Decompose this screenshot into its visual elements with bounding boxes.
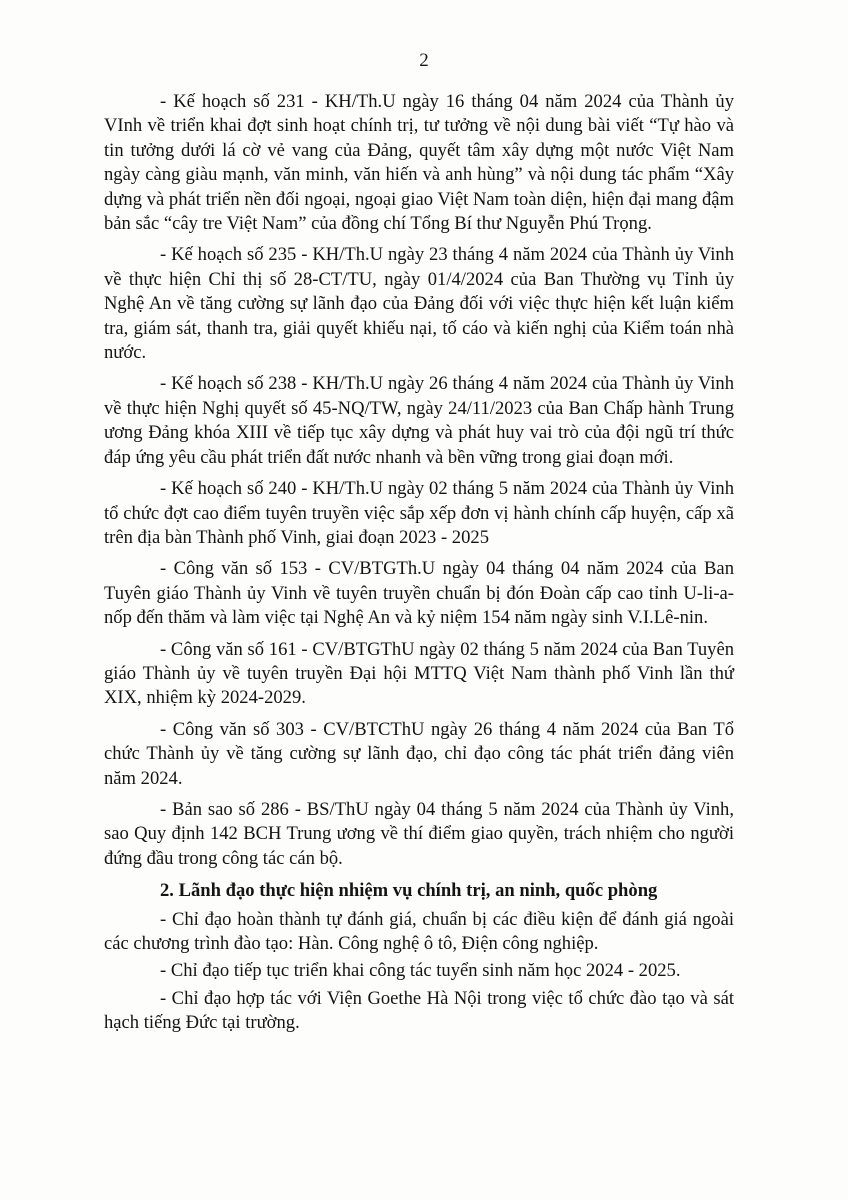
section-item-enrollment: - Chỉ đạo tiếp tục triển khai công tác tuyển sinh năm học 2024 - 2025. [160, 960, 681, 982]
paragraph-plan-235: - Kế hoạch số 235 - KH/Th.U ngày 23 tháng 4 năm 2024 của Thành ủy Vinh về thực hiện Chỉ thị số 28-CT/TU, ngày 01/4/2024 của Ban Thường vụ Tỉnh ủy Nghệ An về tăng cường sự lãnh đạo của Đảng đối với việc thực hiện kết luận kiểm tra, giám sát, thanh tra, giải quyết khiếu nại, tố cáo và kiến nghị của Kiểm toán nhà nước. [104, 244, 734, 364]
paragraph-plan-231: - Kế hoạch số 231 - KH/Th.U ngày 16 tháng 04 năm 2024 của Thành ủy VInh về triển khai đợt sinh hoạt chính trị, tư tưởng về nội dung bài viết “Tự hào và tin tưởng dưới lá cờ vẻ vang của Đảng, quyết tâm xây dựng một nước Việt Nam ngày càng giàu mạnh, văn minh, văn hiến và anh hùng” và nội dung tác phẩm “Xây dựng và phát triển nền đối ngoại, ngoại giao Việt Nam toàn diện, hiện đại mang đậm bản sắc “cây tre Việt Nam” của đồng chí Tổng Bí thư Nguyễn Phú Trọng. [104, 91, 734, 235]
page-number: 2 [419, 50, 429, 71]
section-item-goethe: - Chỉ đạo hợp tác với Viện Goethe Hà Nội trong việc tổ chức đào tạo và sát hạch tiếng Đức tại trường. [104, 987, 734, 1034]
paragraph-dispatch-303: - Công văn số 303 - CV/BTCThU ngày 26 tháng 4 năm 2024 của Ban Tổ chức Thành ủy về tăng cường sự lãnh đạo, chỉ đạo công tác phát triển đảng viên năm 2024. [104, 718, 734, 789]
paragraph-plan-240: - Kế hoạch số 240 - KH/Th.U ngày 02 tháng 5 năm 2024 của Thành ủy Vinh tổ chức đợt cao điểm tuyên truyền việc sắp xếp đơn vị hành chính cấp huyện, cấp xã trên địa bàn Thành phố Vinh, giai đoạn 2023 - 2025 [104, 478, 734, 548]
paragraph-dispatch-153: - Công văn số 153 - CV/BTGTh.U ngày 04 tháng 04 năm 2024 của Ban Tuyên giáo Thành ủy Vinh về tuyên truyền chuẩn bị đón Đoàn cấp cao tỉnh U-li-a-nốp đến thăm và làm việc tại Nghệ An và kỷ niệm 154 năm ngày sinh V.I.Lê-nin. [104, 558, 734, 629]
paragraph-copy-286: - Bản sao số 286 - BS/ThU ngày 04 tháng 5 năm 2024 của Thành ủy Vinh, sao Quy định 142 BCH Trung ương về thí điểm giao quyền, trách nhiệm cho người đứng đầu trong công tác cán bộ. [104, 798, 734, 869]
section-item-evaluation: - Chỉ đạo hoàn thành tự đánh giá, chuẩn bị các điều kiện để đánh giá ngoài các chương trình đào tạo: Hàn. Công nghệ ô tô, Điện công nghiệp. [104, 908, 734, 954]
section-heading: 2. Lãnh đạo thực hiện nhiệm vụ chính trị, an ninh, quốc phòng [160, 880, 658, 902]
paragraph-plan-238: - Kế hoạch số 238 - KH/Th.U ngày 26 tháng 4 năm 2024 của Thành ủy Vinh về thực hiện Nghị quyết số 45-NQ/TW, ngày 24/11/2023 của Ban Chấp hành Trung ương Đảng khóa XIII về tiếp tục xây dựng và phát huy vai trò của đội ngũ trí thức đáp ứng yêu cầu phát triển đất nước nhanh và bền vững trong giai đoạn mới. [104, 373, 734, 468]
paragraph-dispatch-161: - Công văn số 161 - CV/BTGThU ngày 02 tháng 5 năm 2024 của Ban Tuyên giáo Thành ủy về tuyên truyền Đại hội MTTQ Việt Nam thành phố Vinh lần thứ XIX, nhiệm kỳ 2024-2029. [104, 638, 734, 709]
document-body [104, 90, 734, 1039]
